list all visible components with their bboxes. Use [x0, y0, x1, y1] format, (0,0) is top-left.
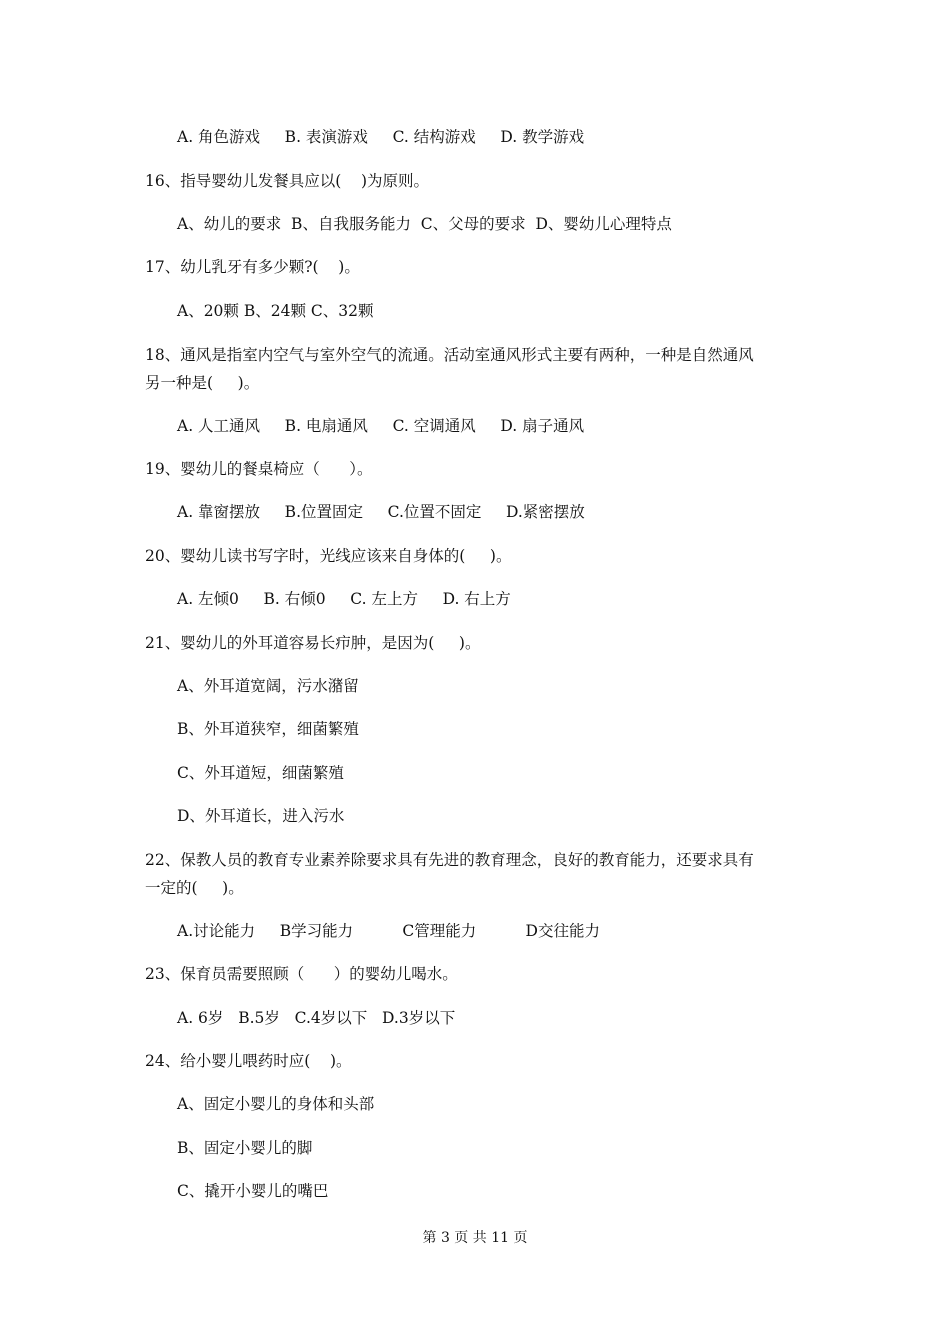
question-18-line-2: 另一种是( )。 [145, 374, 260, 392]
option-line-q16: A、幼儿的要求 B、自我服务能力 C、父母的要求 D、婴幼儿心理特点 [177, 215, 672, 233]
option-line-q22: A.讨论能力 B学习能力 C管理能力 D交往能力 [177, 922, 600, 940]
question-16: 16、指导婴幼儿发餐具应以( )为原则。 [145, 172, 430, 190]
option-line-q18: A. 人工通风 B. 电扇通风 C. 空调通风 D. 扇子通风 [177, 417, 585, 435]
page-number-footer: 第 3 页 共 11 页 [422, 1230, 528, 1246]
question-19: 19、婴幼儿的餐桌椅应（ ）。 [145, 460, 373, 478]
option-q24-a: A、固定小婴儿的身体和头部 [177, 1095, 375, 1113]
question-23: 23、保育员需要照顾（ ）的婴幼儿喝水。 [145, 965, 458, 983]
option-q21-d: D、外耳道长，进入污水 [177, 807, 345, 825]
option-line-q17: A、20颗 B、24颗 C、32颗 [177, 302, 374, 320]
question-22-line-2: 一定的( )。 [145, 879, 244, 897]
option-q21-a: A、外耳道宽阔，污水潴留 [177, 677, 359, 695]
option-line-q23: A. 6岁 B.5岁 C.4岁以下 D.3岁以下 [177, 1009, 456, 1027]
option-line-q20: A. 左倾0 B. 右倾0 C. 左上方 D. 右上方 [177, 590, 511, 608]
option-line-q19: A. 靠窗摆放 B.位置固定 C.位置不固定 D.紧密摆放 [177, 503, 585, 521]
option-q24-c: C、撬开小婴儿的嘴巴 [177, 1182, 329, 1200]
option-q21-b: B、外耳道狭窄，细菌繁殖 [177, 720, 359, 738]
question-17: 17、幼儿乳牙有多少颗?( )。 [145, 258, 360, 276]
option-line-q15: A. 角色游戏 B. 表演游戏 C. 结构游戏 D. 教学游戏 [177, 128, 585, 146]
question-20: 20、婴幼儿读书写字时，光线应该来自身体的( )。 [145, 547, 512, 565]
question-22-line-1: 22、保教人员的教育专业素养除要求具有先进的教育理念，良好的教育能力，还要求具有 [145, 851, 754, 869]
option-q21-c: C、外耳道短，细菌繁殖 [177, 764, 344, 782]
question-24: 24、给小婴儿喂药时应( )。 [145, 1052, 352, 1070]
option-q24-b: B、固定小婴儿的脚 [177, 1139, 313, 1157]
question-18-line-1: 18、通风是指室内空气与室外空气的流通。活动室通风形式主要有两种，一种是自然通风 [145, 346, 754, 364]
question-21: 21、婴幼儿的外耳道容易长疖肿，是因为( )。 [145, 634, 481, 652]
